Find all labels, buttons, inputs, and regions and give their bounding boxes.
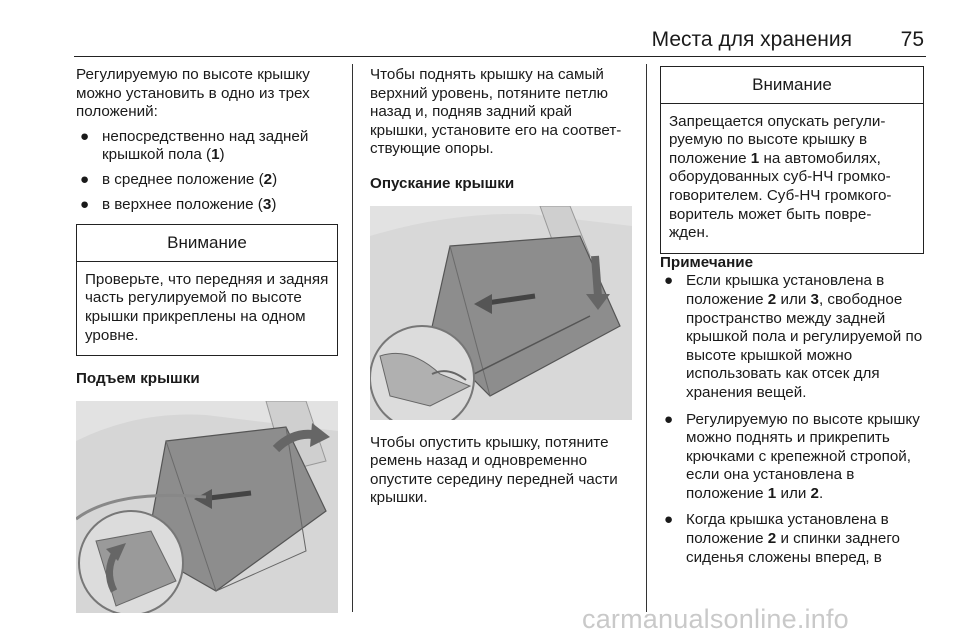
illustration-raise-cover xyxy=(76,401,338,613)
column-1 xyxy=(76,66,338,613)
section-heading: Подъем крышки xyxy=(76,370,200,388)
warning-box xyxy=(76,224,338,356)
bullet-icon: ● xyxy=(664,410,674,428)
bullet-icon: ● xyxy=(80,170,90,188)
column-3 xyxy=(660,66,924,567)
page-title: Места для хранения xyxy=(651,28,852,51)
illustration-lower-cover xyxy=(370,206,632,420)
page-number: 75 xyxy=(900,28,924,51)
warning-title: Внимание xyxy=(77,225,337,262)
intro-text: Регулируемую по высоте крышку можно установить в одно из трех положений: xyxy=(76,66,310,121)
intro-text: Чтобы поднять крышку на самый верхний уровень, потяните петлю назад и, подняв задний край крышки, установите его на соответ- ствующие опоры. xyxy=(370,66,622,158)
section-heading: Опускание крышки xyxy=(370,174,515,192)
page-header xyxy=(0,0,960,60)
column-divider-1 xyxy=(352,64,353,612)
bullet-icon: ● xyxy=(80,127,90,145)
header-divider xyxy=(74,56,926,57)
list-item: ● Если крышка установлена в положение 2 или 3, свободное пространство между задней крышкой пола и регулируемой по высоте крышкой можно использовать как отсек для хранения вещей. xyxy=(660,272,924,402)
column-divider-2 xyxy=(646,64,647,612)
note-heading: Примечание xyxy=(660,253,754,271)
body-text: Чтобы опустить крышку, потяните ремень назад и одновременно опустите середину передней части крышки. xyxy=(370,433,618,507)
warning-title: Внимание xyxy=(661,67,923,104)
list-item: ● в верхнее положение (3) xyxy=(76,196,338,215)
bullet-icon: ● xyxy=(664,511,674,529)
list-item: ● в среднее положение (2) xyxy=(76,171,338,190)
list-item: ● непосредственно над задней крышкой пола (1) xyxy=(76,128,338,165)
bullet-icon: ● xyxy=(664,272,674,290)
column-2 xyxy=(370,66,632,508)
watermark: carmanualsonline.info xyxy=(582,604,849,634)
bullet-icon: ● xyxy=(80,195,90,213)
list-item: ● Когда крышка установлена в положение 2 и спинки заднего сиденья сложены вперед, в xyxy=(660,511,924,567)
list-item: ● Регулируемую по высоте крышку можно поднять и прикрепить крючками с крепежной стропой, если она установлена в положение 1 или 2. xyxy=(660,411,924,504)
warning-text: Запрещается опускать регули- руемую по высоте крышку в положение 1 на автомобилях, оборудованных суб-НЧ громко- говорителем. Суб-НЧ громкого- воритель может быть повре- жден. xyxy=(669,112,892,242)
warning-box xyxy=(660,66,924,254)
warning-text: Проверьте, что передняя и задняя часть регулируемой по высоте крышки прикреплены на одном уровне. xyxy=(85,270,329,344)
